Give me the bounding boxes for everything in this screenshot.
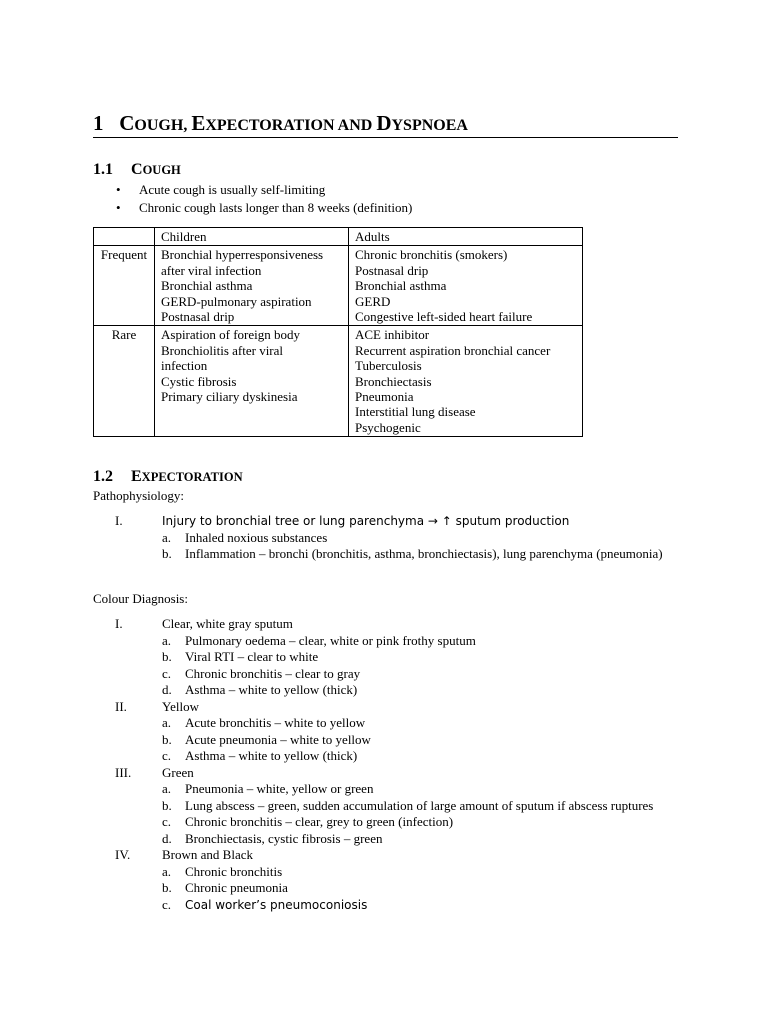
sub-letter: b. (162, 797, 172, 813)
cell-line: Tuberculosis (355, 358, 422, 374)
chapter-title-part: C (119, 111, 135, 135)
sub-item (93, 781, 693, 798)
pathophysiology-label: Pathophysiology: (93, 488, 185, 503)
section-title-part: OUGH (142, 163, 181, 177)
chapter-title-part: XPECTORATION AND (205, 117, 377, 134)
cell-line: Bronchiectasis (355, 373, 432, 389)
item-text: Injury to bronchial tree or lung parenchyma → ↑ sputum production (162, 514, 570, 528)
sub-text: Coal worker’s pneumoconiosis (185, 897, 368, 912)
chapter-title-part: D (376, 111, 392, 135)
cough-causes-table (93, 227, 583, 437)
list-item (93, 616, 693, 633)
sub-item (93, 831, 693, 848)
sub-text: Acute bronchitis – white to yellow (185, 715, 366, 730)
sub-item (93, 649, 693, 666)
sub-text: Viral RTI – clear to white (185, 649, 319, 664)
bullet-text: Acute cough is usually self-limiting (139, 182, 326, 197)
sub-text: Chronic bronchitis – clear to gray (185, 665, 361, 681)
cell-line: Aspiration of foreign body (161, 327, 301, 343)
sub-item (93, 546, 693, 563)
sub-item (93, 880, 693, 897)
chapter-title-part: YSPNOEA (391, 117, 468, 134)
table-header-row (94, 228, 583, 246)
colour-diagnosis-list (93, 616, 693, 913)
cell-line: infection (161, 358, 208, 374)
sub-letter: b. (162, 546, 172, 561)
bullet-icon: • (116, 182, 121, 197)
sub-item (93, 732, 693, 749)
section-title-part: C (131, 161, 143, 178)
list-item (116, 181, 412, 199)
sub-text: Chronic bronchitis (185, 863, 283, 879)
sub-text: Asthma – white to yellow (thick) (185, 748, 358, 763)
sub-text: Chronic pneumonia (185, 880, 288, 895)
sub-letter: a. (162, 632, 172, 648)
sub-text: Inhaled noxious substances (185, 529, 328, 545)
bullet-icon: • (116, 200, 121, 215)
cell-line: Recurrent aspiration bronchial cancer (355, 342, 551, 358)
roman-numeral: III. (115, 764, 132, 780)
cell-line: Cystic fibrosis (161, 373, 237, 389)
cell-line: Bronchial asthma (161, 278, 253, 294)
section-number: 1.2 (93, 468, 113, 485)
section-title-part: E (131, 468, 142, 485)
cell-line: Bronchial hyperresponsiveness (161, 247, 324, 263)
cell-line: GERD (355, 293, 391, 309)
sub-letter: a. (162, 715, 172, 730)
sub-letter: b. (162, 731, 172, 747)
list-item (93, 765, 693, 782)
sub-text: Bronchiectasis, cystic fibrosis – green (185, 830, 383, 846)
sub-item (93, 814, 693, 831)
roman-numeral: II. (115, 698, 127, 714)
roman-numeral: I. (115, 513, 123, 528)
item-text: Yellow (162, 698, 199, 714)
sub-letter: c. (162, 665, 172, 681)
sub-item (93, 897, 693, 914)
list-item (93, 699, 693, 716)
item-text: Green (162, 764, 194, 780)
cell-line: after viral infection (161, 262, 262, 278)
sub-item (93, 530, 693, 547)
row-label: Rare (94, 326, 155, 437)
cell-line: Psychogenic (355, 419, 421, 435)
item-text: Clear, white gray sputum (162, 616, 293, 631)
sub-letter: a. (162, 781, 172, 796)
cell-line: Pneumonia (355, 389, 414, 405)
sub-letter: d. (162, 682, 172, 697)
section-number: 1.1 (93, 161, 113, 178)
sub-text: Asthma – white to yellow (thick) (185, 682, 358, 697)
cell-line: Postnasal drip (355, 262, 429, 278)
chapter-title-part: E (191, 111, 206, 135)
adults-causes-cell (349, 326, 583, 437)
cell-line: Primary ciliary dyskinesia (161, 389, 298, 405)
chapter-title (93, 110, 468, 139)
sub-text: Lung abscess – green, sudden accumulation of large amount of sputum if abscess ruptures (185, 797, 654, 813)
sub-text: Pulmonary oedema – clear, white or pink frothy sputum (185, 632, 476, 648)
cell-line: Chronic bronchitis (smokers) (355, 247, 508, 263)
roman-numeral: IV. (115, 847, 131, 862)
roman-numeral: I. (115, 616, 123, 631)
list-item (93, 513, 693, 530)
cell-line: Postnasal drip (161, 309, 235, 325)
adults-causes-cell (349, 246, 583, 326)
cell-line: Interstitial lung disease (355, 404, 476, 420)
colour-diagnosis-label: Colour Diagnosis: (93, 591, 188, 606)
table-header-cell: Children (155, 228, 349, 246)
sub-letter: c. (162, 896, 172, 912)
pathophysiology-list (93, 513, 693, 563)
sub-letter: a. (162, 863, 172, 879)
children-causes-cell (155, 326, 349, 437)
sub-letter: c. (162, 814, 172, 829)
table-header-cell (94, 228, 155, 246)
cough-bullet-list (116, 181, 412, 217)
row-label: Frequent (94, 246, 155, 326)
cell-line: Bronchiolitis after viral (161, 342, 284, 358)
sub-text: Inflammation – bronchi (bronchitis, asthma, bronchiectasis), lung parenchyma (pneumonia) (185, 546, 663, 561)
section-title-part: XPECTORATION (141, 470, 243, 484)
sub-item (93, 715, 693, 732)
cell-line: GERD-pulmonary aspiration (161, 293, 312, 309)
sub-item (93, 633, 693, 650)
sub-text: Chronic bronchitis – clear, grey to green (infection) (185, 814, 454, 829)
cell-line: Bronchial asthma (355, 278, 447, 294)
chapter-divider (93, 137, 678, 138)
section-heading-cough (93, 160, 181, 180)
bullet-text: Chronic cough lasts longer than 8 weeks (definition) (139, 200, 413, 215)
sub-text: Pneumonia – white, yellow or green (185, 781, 374, 796)
sub-item (93, 864, 693, 881)
sub-item (93, 748, 693, 765)
section-heading-expectoration (93, 467, 243, 487)
cell-line: Congestive left-sided heart failure (355, 309, 533, 325)
list-item (116, 199, 412, 217)
list-item (93, 847, 693, 864)
sub-letter: b. (162, 649, 172, 664)
sub-item (93, 666, 693, 683)
table-header-cell: Adults (349, 228, 583, 246)
table-row (94, 326, 583, 437)
sub-letter: c. (162, 748, 172, 763)
sub-item (93, 682, 693, 699)
item-text: Brown and Black (162, 847, 253, 862)
chapter-number: 1 (93, 111, 104, 135)
chapter-title-part: OUGH, (134, 117, 192, 134)
sub-item (93, 798, 693, 815)
children-causes-cell (155, 246, 349, 326)
sub-text: Acute pneumonia – white to yellow (185, 731, 371, 747)
table-row (94, 246, 583, 326)
sub-letter: b. (162, 880, 172, 895)
sub-letter: a. (162, 529, 172, 545)
sub-letter: d. (162, 830, 172, 846)
cell-line: ACE inhibitor (355, 327, 430, 343)
